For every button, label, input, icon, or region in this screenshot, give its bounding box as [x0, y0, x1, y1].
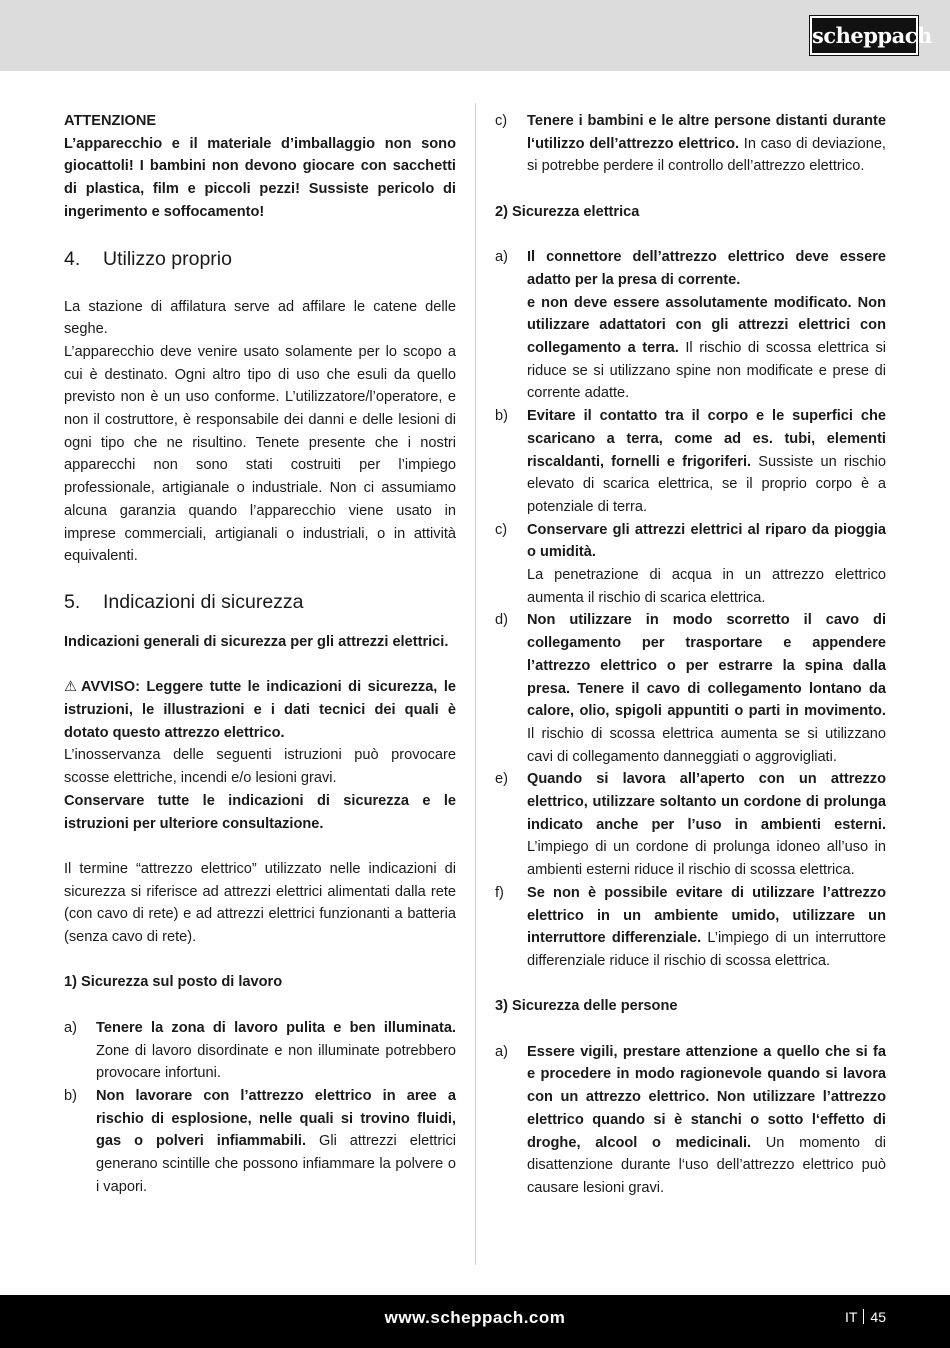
list-item — [495, 609, 886, 768]
footer-band — [0, 1295, 950, 1348]
term-definition-text: Il termine “attrezzo elettrico” utilizzato nelle indicazioni di sicurezza si riferisce ad attrezzi elettrici alimentati dalla rete (con cavo di rete) e ad attrezzi elettrici funzionanti a batteria (senza cavo di rete). — [64, 860, 456, 946]
list-item-body: L’impiego di un cordone di prolunga idoneo all’uso in ambienti esterni riduce il rischio di scossa elettrica. — [527, 839, 886, 879]
list-item-body: Gli attrezzi elettrici generano scintille che possono infiammare la polvere o i vapori. — [96, 1133, 456, 1195]
list-item — [64, 1017, 456, 1085]
list-item — [495, 882, 886, 973]
list-item-body: In caso di deviazione, si potrebbe perdere il controllo dell’attrezzo elettrico. — [527, 135, 886, 175]
subsection-2-title: 2) Sicurezza elettrica — [495, 203, 640, 220]
attention-text: L’apparecchio e il materiale d’imballaggio non sono giocattoli! I bambini non devono giocare con sacchetti di plastica, film e piccoli pezzi! Sussiste pericolo di ingerimento e soffocamento! — [64, 135, 456, 220]
list-item — [495, 246, 886, 405]
warning-block — [64, 676, 456, 744]
list-item-label: a) — [495, 1043, 508, 1060]
list-item-label: b) — [495, 408, 508, 425]
section-4-number: 4. — [64, 247, 81, 270]
section-4-title — [64, 246, 456, 272]
list-item-bold-2: e non deve essere assolutamente modificato. Non utilizzare adattatori con gli attrezzi elettrici con collegamento a terra. — [527, 294, 886, 356]
list-item-bold: Quando si lavora all’aperto con un attrezzo elettrico, utilizzare soltanto un cordone di prolunga indicato anche per l’uso in ambienti esterni. — [527, 771, 886, 833]
list-item — [495, 768, 886, 882]
list-item-label: e) — [495, 771, 508, 788]
subsection-1-title: 1) Sicurezza sul posto di lavoro — [64, 974, 283, 991]
list-item-text — [527, 768, 886, 882]
attention-title: ATTENZIONE — [64, 113, 157, 129]
list-item-bold: Il connettore dell’attrezzo elettrico deve essere adatto per la presa di corrente. — [527, 249, 886, 288]
list-item-text — [527, 1041, 886, 1200]
list-item-text — [96, 1017, 456, 1085]
section-4-paragraph-1: La stazione di affilatura serve ad affilare le catene delle seghe. — [64, 298, 456, 338]
list-item — [495, 405, 886, 519]
list-item-label: f) — [495, 884, 504, 901]
list-item-bold: Tenere la zona di lavoro pulita e ben illuminata. — [96, 1019, 456, 1036]
list-item-label: a) — [495, 249, 508, 266]
section-4-paragraph-2: L’apparecchio deve venire usato solamente per lo scopo a cui è destinato. Ogni altro tipo di uso che esuli da quello previsto non è un uso conforme. L’utilizzatore/l’operatore, e non il costruttore, è responsabile dei danni e delle lesioni di ogni tipo che ne risultino. Tenete presente che i nostri apparecchi non sono stati costruiti per l’impiego professionale, artigianale o industriale. Non ci assumiamo alcuna garanzia quando l’apparecchio viene usato in imprese commerciali, artigianali o industriali, o in attività equivalenti. — [64, 343, 456, 565]
scheppach-logo: scheppach — [810, 16, 918, 55]
list-item-bold: Non utilizzare in modo scorretto il cavo di collegamento per trasportare e appendere l’attrezzo elettrico o per estrarre la spina dalla presa. Tenere il cavo di collegamento lontano da calore, olio, spigoli appuntiti o parti in movimento. — [527, 612, 886, 720]
list-item-text — [527, 609, 886, 768]
footer-language: IT — [844, 1309, 858, 1325]
list-item-bold: Essere vigili, prestare attenzione a quello che si fa e procedere in modo ragionevole quando si lavora con un attrezzo elettrico. Non utilizzare l’attrezzo elettrico quando si è stanchi o sotto l‘effetto di droghe, alcool o medicinali. — [527, 1043, 886, 1151]
list-item-text — [96, 1085, 456, 1199]
keep-instructions-text: Conservare tutte le indicazioni di sicurezza e le istruzioni per ulteriore consultazione. — [64, 792, 456, 832]
section-4-heading: Utilizzo proprio — [103, 247, 232, 270]
list-item-bold: Non lavorare con l’attrezzo elettrico in aree a rischio di esplosione, nelle quali si trovino fluidi, gas o polveri infiammabili. — [96, 1087, 456, 1150]
list-item-text — [527, 110, 886, 178]
warning-bold-text: AVVISO: Leggere tutte le indicazioni di sicurezza, le istruzioni, le illustrazioni e i dati tecnici dei quali è dotato questo attrezzo elettrico. — [64, 679, 456, 741]
header-band — [0, 0, 950, 71]
list-item-body: Un momento di disattenzione durante l‘uso dell’attrezzo elettrico può causare lesioni gravi. — [527, 1134, 886, 1196]
list-item-bold: Conservare gli attrezzi elettrici al riparo da pioggia o umidità. — [527, 521, 886, 561]
section-5-subtitle: Indicazioni generali di sicurezza per gli attrezzi elettrici. — [64, 633, 449, 650]
list-item-label: b) — [64, 1087, 77, 1104]
list-item-label: a) — [64, 1019, 77, 1036]
left-column — [64, 110, 456, 1198]
warning-text: L’inosservanza delle seguenti istruzioni può provocare scosse elettriche, incendi e/o lesioni gravi. — [64, 747, 456, 787]
footer-page-number: 45 — [870, 1309, 886, 1325]
column-divider — [475, 103, 476, 1265]
list-item-text — [527, 405, 886, 519]
footer-website-link[interactable]: www.scheppach.com — [384, 1308, 566, 1327]
list-item-bold: Tenere i bambini e le altre persone distanti durante l‘utilizzo dell’attrezzo elettrico. — [527, 113, 886, 152]
list-item — [64, 1085, 456, 1199]
right-column — [495, 110, 886, 1200]
list-item-bold: Se non è possibile evitare di utilizzare l’attrezzo elettrico in un ambiente umido, utilizzare un interruttore differenziale. — [527, 884, 886, 947]
list-item — [495, 1041, 886, 1200]
list-item-bold: Evitare il contatto tra il corpo e le superfici che scaricano a terra, come ad es. tubi, elementi riscaldanti, fornelli e frigoriferi. — [527, 408, 886, 470]
section-5-title — [64, 589, 456, 615]
list-item-body: Il rischio di scossa elettrica aumenta se si utilizzano cavi di collegamento danneggiati o aggrovigliati. — [527, 725, 886, 765]
list-item-label: d) — [495, 612, 508, 629]
list-item-label: c) — [495, 113, 508, 129]
footer-separator — [863, 1309, 864, 1324]
list-item-body: Zone di lavoro disordinate e non illuminate potrebbero provocare infortuni. — [96, 1042, 456, 1082]
list-item-body: L’impiego di un interruttore differenziale riduce il rischio di scossa elettrica. — [527, 930, 886, 969]
list-item-text — [527, 246, 886, 405]
list-item-body: La penetrazione di acqua in un attrezzo elettrico aumenta il rischio di scarica elettrica. — [527, 567, 886, 606]
list-item-body: Il rischio di scossa elettrica si riduce se si utilizzano spine non modificate e prese di corrente adatte. — [527, 340, 886, 402]
list-item-body: Sussiste un rischio elevato di scarica elettrica, se il proprio corpo è a potenziale di terra. — [527, 453, 887, 515]
list-item — [495, 110, 886, 178]
subsection-3-title: 3) Sicurezza delle persone — [495, 998, 678, 1015]
list-item-label: c) — [495, 521, 508, 538]
list-item-text — [527, 882, 886, 973]
footer-page-indicator — [845, 1309, 886, 1325]
section-5-heading: Indicazioni di sicurezza — [103, 590, 304, 613]
warning-triangle-icon: ⚠ — [64, 679, 78, 696]
list-item-text — [527, 519, 886, 610]
section-5-number: 5. — [64, 590, 81, 613]
list-item — [495, 519, 886, 610]
